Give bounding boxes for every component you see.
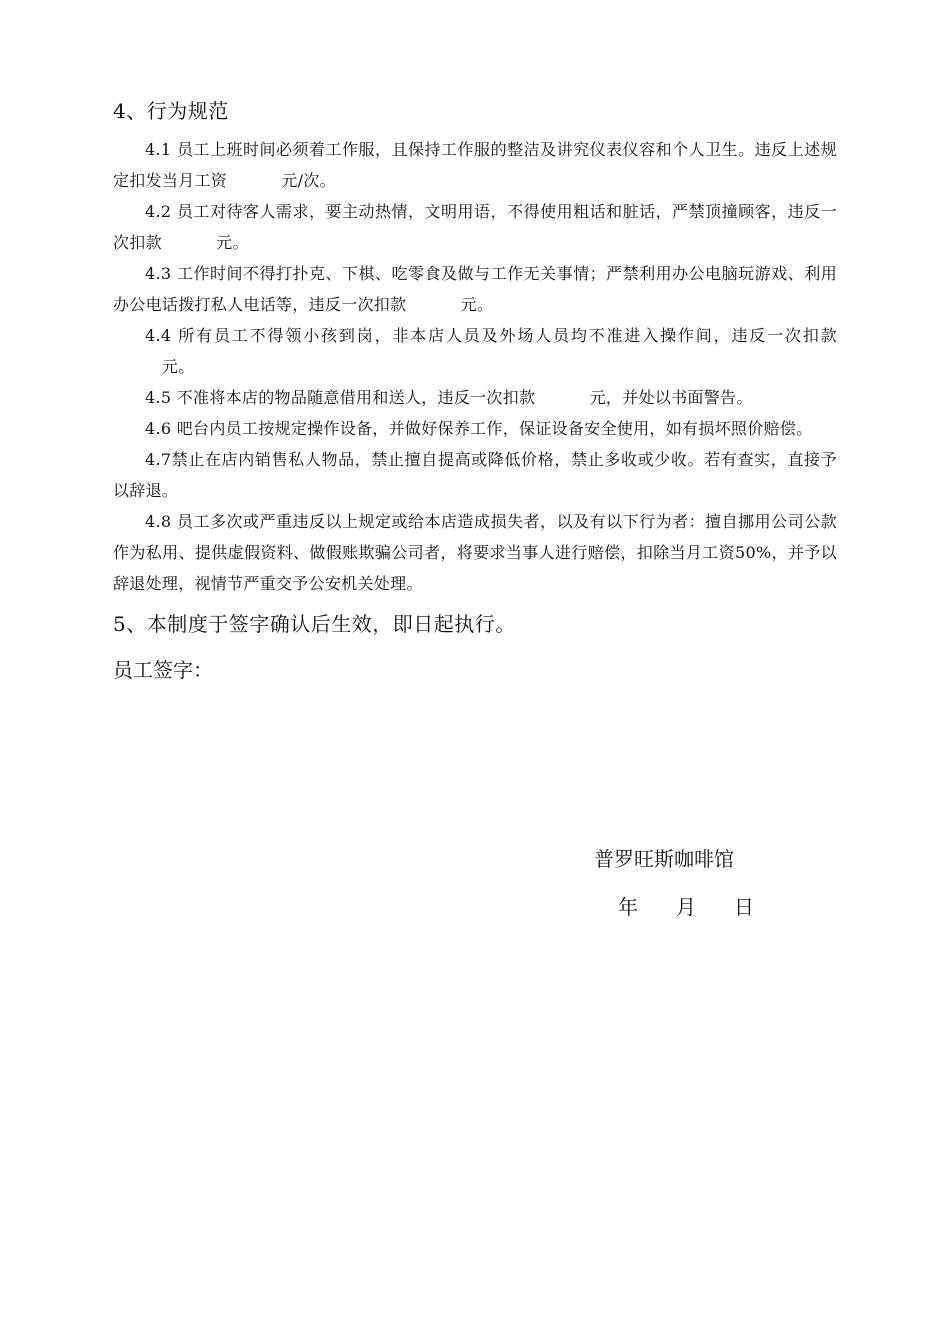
rule-4-7: 4.7禁止在店内销售私人物品，禁止擅自提高或降低价格，禁止多收或少收。若有查实，直接予以辞退。 bbox=[113, 450, 837, 500]
rule-4-4: 4.4 所有员工不得领小孩到岗，非本店人员及外场人员均不准进入操作间，违反一次扣款 元。 bbox=[113, 326, 837, 376]
company-name: 普罗旺斯咖啡馆 bbox=[594, 847, 734, 871]
section-4-title: 4、行为规范 bbox=[113, 99, 229, 123]
rule-4-6: 4.6 吧台内员工按规定操作设备，并做好保养工作，保证设备安全使用，如有损坏照价赔偿。 bbox=[145, 419, 813, 438]
date-day: 日 bbox=[734, 895, 754, 919]
employee-signature-label: 员工签字： bbox=[113, 658, 213, 682]
date-month: 月 bbox=[676, 895, 696, 919]
rule-4-1: 4.1 员工上班时间必须着工作服，且保持工作服的整洁及讲究仪表仪容和个人卫生。违反上述规定扣发当月工资 元/次。 bbox=[113, 140, 837, 190]
rule-4-3: 4.3 工作时间不得打扑克、下棋、吃零食及做与工作无关事情；严禁利用办公电脑玩游戏、利用办公电话拨打私人电话等，违反一次扣款 元。 bbox=[113, 264, 837, 314]
section-5-title: 5、本制度于签字确认后生效，即日起执行。 bbox=[113, 612, 516, 636]
signature-date bbox=[618, 890, 754, 924]
rule-4-8: 4.8 员工多次或严重违反以上规定或给本店造成损失者，以及有以下行为者：擅自挪用公司公款作为私用、提供虚假资料、做假账欺骗公司者，将要求当事人进行赔偿，扣除当月工资50%，并予以辞退处理，视情节严重交予公安机关处理。 bbox=[113, 512, 837, 593]
document-body bbox=[113, 94, 837, 687]
rule-4-2: 4.2 员工对待客人需求，要主动热情，文明用语，不得使用粗话和脏话，严禁顶撞顾客，违反一次扣款 元。 bbox=[113, 202, 837, 252]
date-year: 年 bbox=[618, 895, 638, 919]
rule-4-5: 4.5 不准将本店的物品随意借用和送人，违反一次扣款 元，并处以书面警告。 bbox=[145, 388, 753, 407]
